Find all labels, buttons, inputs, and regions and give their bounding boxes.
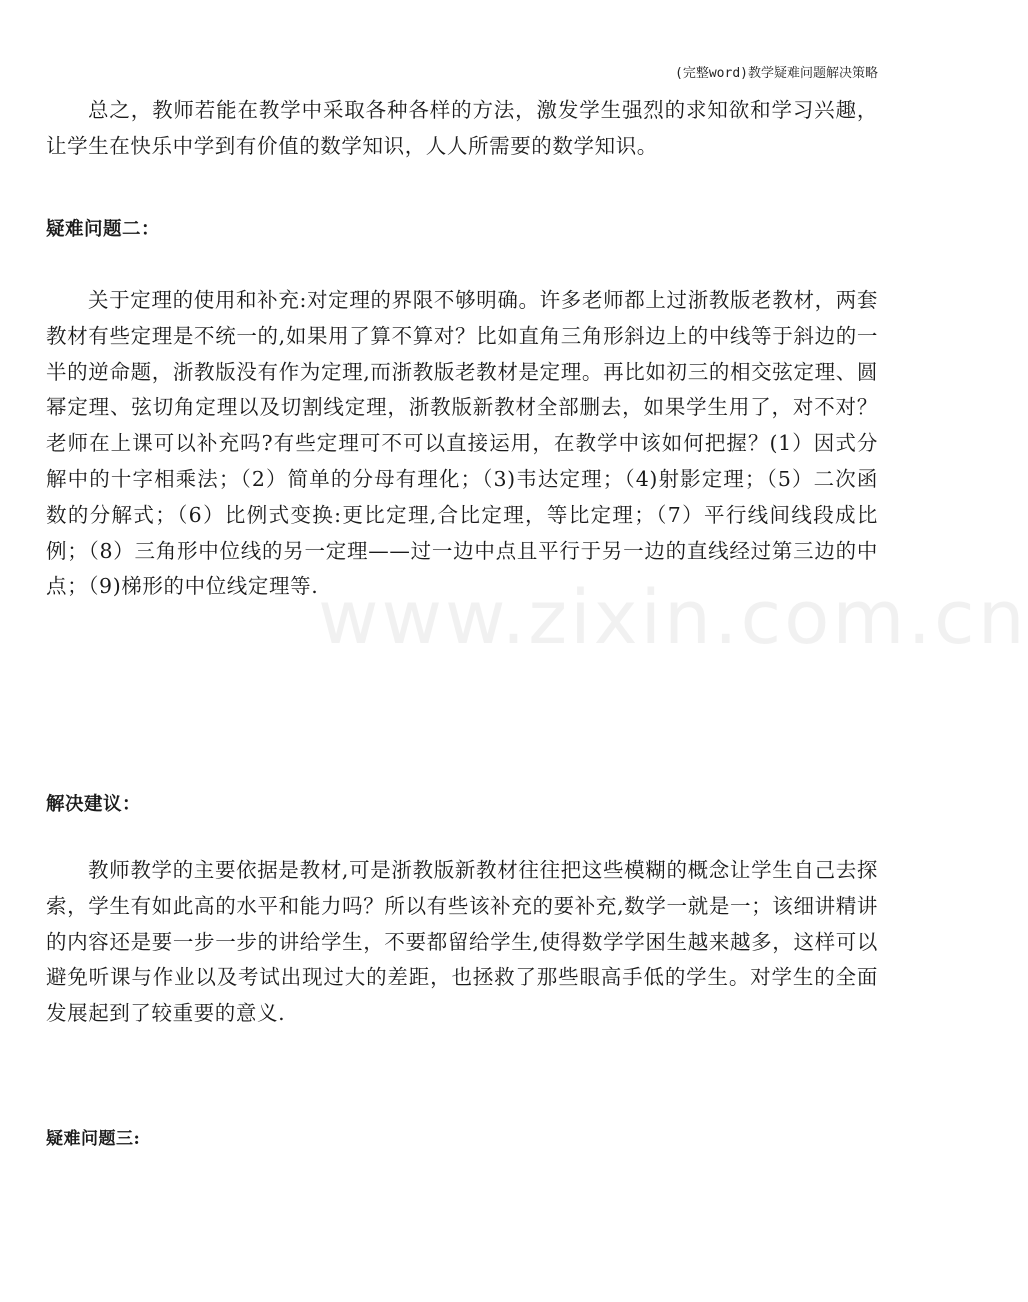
intro-paragraph: 总之，教师若能在教学中采取各种各样的方法，激发学生强烈的求知欲和学习兴趣，让学生在快乐中学到有价值的数学知识，人人所需要的数学知识。 <box>46 98 878 158</box>
solution-paragraph: 教师教学的主要依据是教材,可是浙教版新教材往往把这些模糊的概念让学生自己去探索，学生有如此高的水平和能力吗？所以有些该补充的要补充,数学一就是一；该细讲精讲的内容还是要一步一步的讲给学生，不要都留给学生,使得数学学困生越来越多，这样可以避免听课与作业以及考试出现过大的差距，也拯救了那些眼高手低的学生。对学生的全面发展起到了较重要的意义. <box>46 858 878 1026</box>
problem-three-heading: 疑难问题三: <box>46 1129 141 1149</box>
problem-two-paragraph: 关于定理的使用和补充:对定理的界限不够明确。许多老师都上过浙教版老教材，两套教材有些定理是不统一的,如果用了算不算对？比如直角三角形斜边上的中线等于斜边的一半的逆命题，浙教版没有作为定理,而浙教版老教材是定理。再比如初三的相交弦定理、圆幂定理、弦切角定理以及切割线定理，浙教版新教材全部删去，如果学生用了，对不对？老师在上课可以补充吗?有些定理可不可以直接运用，在教学中该如何把握？(1）因式分解中的十字相乘法；（2）简单的分母有理化；（3)韦达定理；（4)射影定理；（5）二次函数的分解式；（6）比例式变换:更比定理,合比定理，等比定理；（7）平行线间线段成比例；（8）三角形中位线的另一定理——过一边中点且平行于另一边的直线经过第三边的中点；（9)梯形的中位线定理等. <box>46 288 878 599</box>
site-watermark: www.zixin.com.cn <box>318 575 1028 661</box>
solution-heading: 解决建议： <box>46 794 142 815</box>
problem-two-heading: 疑难问题二： <box>46 219 161 240</box>
running-header: (完整word)教学疑难问题解决策略 <box>675 66 878 81</box>
